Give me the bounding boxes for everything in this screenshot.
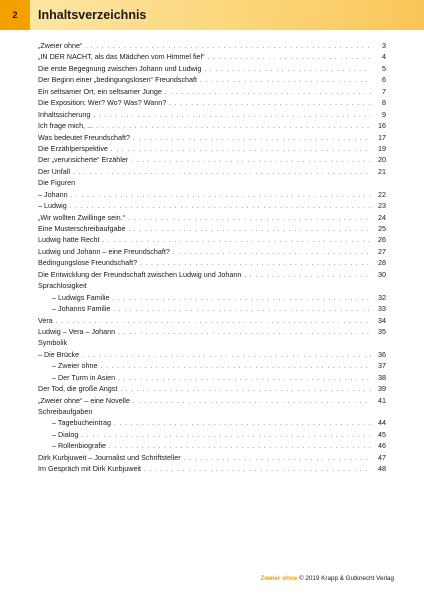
toc-entry-title: Der Beginn einer „bedingungslosen“ Freundschaft [38,75,198,85]
toc-entry-page: 47 [378,452,386,462]
dot-leader [204,65,371,74]
toc-entry-title: Ludwig und Johann – eine Freundschaft? [38,246,170,256]
toc-entry-title: Die Erzählperspektive [38,143,108,153]
toc-entry-title: Der Tod, die große Angst [38,384,118,394]
toc-entry-title: Die Figuren [38,178,76,188]
toc-entry-title: Eine Musterschreibaufgabe [38,224,126,233]
toc-entry [38,429,386,440]
dot-leader [118,374,371,383]
dot-leader [101,362,371,371]
table-of-contents [38,40,386,475]
toc-entry [38,349,386,360]
toc-entry-title: Der Unfall [38,166,70,176]
toc-entry-title: „Zweier ohne“ – eine Novelle [38,395,130,405]
dot-leader [129,225,372,234]
toc-entry [38,417,386,428]
dot-leader [114,419,371,428]
toc-entry-title: Die erste Begegnung zwischen Johann und Ludwig [38,63,202,73]
toc-entry-title: – Rollenbiografie [52,441,106,451]
toc-entry [38,246,386,257]
toc-entry [38,303,386,314]
page-number: 2 [12,10,18,20]
dot-leader [111,145,371,154]
dot-leader [131,156,371,165]
toc-entry-page: 46 [378,441,386,451]
dot-leader [85,42,371,51]
toc-entry [38,406,386,417]
toc-entry-title: – Dialog [52,429,79,439]
toc-entry [38,143,386,154]
toc-entry-title: „Wir wollten Zwillinge sein.“ [38,212,126,222]
toc-entry [38,395,386,406]
dot-leader [169,99,371,108]
toc-entry-page: 38 [378,372,386,382]
dot-leader [96,122,371,131]
toc-entry-page: 37 [378,361,386,371]
toc-entry-page: 33 [378,304,386,314]
toc-entry [38,120,386,131]
dot-leader [140,259,371,268]
toc-entry-page: 34 [378,315,386,325]
toc-entry-title: Dirk Kurbjuweit – Journalist und Schriftsteller [38,452,181,462]
toc-entry [38,452,386,463]
toc-entry [38,177,386,188]
dot-leader [133,397,371,406]
toc-entry-page: 21 [378,166,386,176]
dot-leader [165,88,371,97]
toc-entry-page: 3 [382,41,386,50]
toc-entry-page: 35 [378,326,386,336]
dot-leader [120,385,371,394]
toc-entry-title: Was bedeutet Freundschaft? [38,132,131,142]
toc-entry-page: 44 [378,418,386,428]
dot-leader [173,248,371,257]
toc-entry-page: 45 [378,429,386,439]
toc-entry-page: 32 [378,292,386,302]
toc-entry-title: Sprachlosigkeit [38,281,87,291]
toc-entry-title: Ein seltsamer Ort, ein seltsamer Junge [38,86,162,96]
toc-entry [38,189,386,200]
toc-entry [38,372,386,383]
page-number-box [0,0,30,30]
toc-entry-page: 20 [378,155,386,165]
toc-entry [38,212,386,223]
footer-brand: Zweier ohne [260,575,298,582]
toc-entry [38,337,386,348]
toc-entry [38,109,386,120]
toc-entry [38,97,386,108]
dot-leader [208,53,371,62]
toc-entry-title: – Tagebucheintrag [52,418,112,428]
footer [261,575,394,582]
toc-entry [38,280,386,291]
toc-entry-title: Ludwig – Vera – Johann [38,326,116,336]
dot-leader [128,214,371,223]
page-title: Inhaltsverzeichnis [38,8,147,22]
dot-leader [81,431,371,440]
toc-entry-page: 9 [382,109,386,119]
toc-entry [38,63,386,74]
toc-entry-title: Ich frage mich, ... [38,121,94,131]
dot-leader [103,236,371,245]
toc-entry [38,440,386,451]
toc-entry-title: Im Gespräch mit Dirk Kurbjuweit [38,464,142,474]
toc-entry-page: 30 [378,269,386,279]
toc-entry-page: 7 [382,86,386,96]
toc-entry-page: 4 [382,52,386,62]
toc-entry-title: Bedingungslose Freundschaft? [38,258,138,268]
toc-entry [38,166,386,177]
toc-entry-title: – Die Brücke [38,349,80,359]
toc-entry-page: 6 [382,75,386,85]
toc-entry [38,257,386,268]
toc-entry-page: 28 [378,258,386,268]
toc-entry-title: – Der Turm in Asien [52,372,116,382]
dot-leader [113,305,371,314]
toc-entry [38,86,386,97]
toc-entry-title: Die Exposition: Wer? Wo? Was? Wann? [38,98,167,108]
toc-entry-page: 5 [382,63,386,73]
toc-entry [38,132,386,143]
dot-leader [133,134,371,143]
toc-entry-page: 8 [382,98,386,108]
toc-entry [38,154,386,165]
toc-entry-page: 23 [378,201,386,211]
toc-entry-title: – Zweier ohne [52,361,98,371]
dot-leader [200,76,371,85]
toc-entry-title: Der „verunsicherte“ Erzähler [38,155,129,165]
toc-entry-title: – Johanns Familie [52,304,111,314]
toc-entry-page: 36 [378,349,386,359]
dot-leader [56,317,371,326]
toc-entry [38,51,386,62]
toc-entry [38,326,386,337]
dot-leader [144,465,371,474]
toc-entry-page: 19 [378,143,386,153]
toc-entry [38,383,386,394]
toc-entry-title: „IN DER NACHT, als das Mädchen vom Himmel fiel“ [38,52,205,62]
toc-entry-title: – Ludwigs Familie [52,292,110,302]
toc-entry-title: – Johann [38,189,68,199]
dot-leader [70,202,371,211]
toc-entry-page: 22 [378,189,386,199]
dot-leader [109,442,371,451]
dot-leader [244,271,371,280]
toc-entry-page: 39 [378,384,386,394]
toc-entry-page: 41 [378,395,386,405]
dot-leader [113,294,371,303]
toc-entry [38,463,386,474]
dot-leader [93,111,371,120]
dot-leader [82,351,371,360]
toc-entry-title: Vera [38,315,53,325]
toc-entry-page: 25 [378,224,386,233]
toc-entry-title: Die Entwicklung der Freundschaft zwischen Ludwig und Johann [38,269,242,279]
toc-entry-title: Ludwig hatte Recht [38,235,100,245]
dot-leader [118,328,371,337]
toc-entry [38,269,386,280]
toc-entry-title: „Zweier ohne“ [38,41,83,50]
toc-entry-page: 27 [378,246,386,256]
footer-copyright: © 2019 Krapp & Gutknecht Verlag [299,575,394,582]
toc-entry [38,40,386,51]
toc-entry-title: Inhaltssicherung [38,109,91,119]
dot-leader [71,191,371,200]
dot-leader [73,168,371,177]
toc-entry-page: 26 [378,235,386,245]
toc-entry-title: – Ludwig [38,201,67,211]
toc-entry [38,292,386,303]
toc-entry [38,315,386,326]
toc-entry [38,360,386,371]
toc-entry-title: Symbolik [38,338,68,348]
toc-entry [38,223,386,234]
dot-leader [184,454,371,463]
toc-entry-page: 48 [378,464,386,474]
toc-entry [38,74,386,85]
toc-entry [38,200,386,211]
toc-entry-title: Schreibaufgaben [38,407,93,416]
toc-entry [38,234,386,245]
toc-entry-page: 17 [378,132,386,142]
toc-entry-page: 16 [378,121,386,131]
toc-entry-page: 24 [378,212,386,222]
header-band [0,0,424,30]
